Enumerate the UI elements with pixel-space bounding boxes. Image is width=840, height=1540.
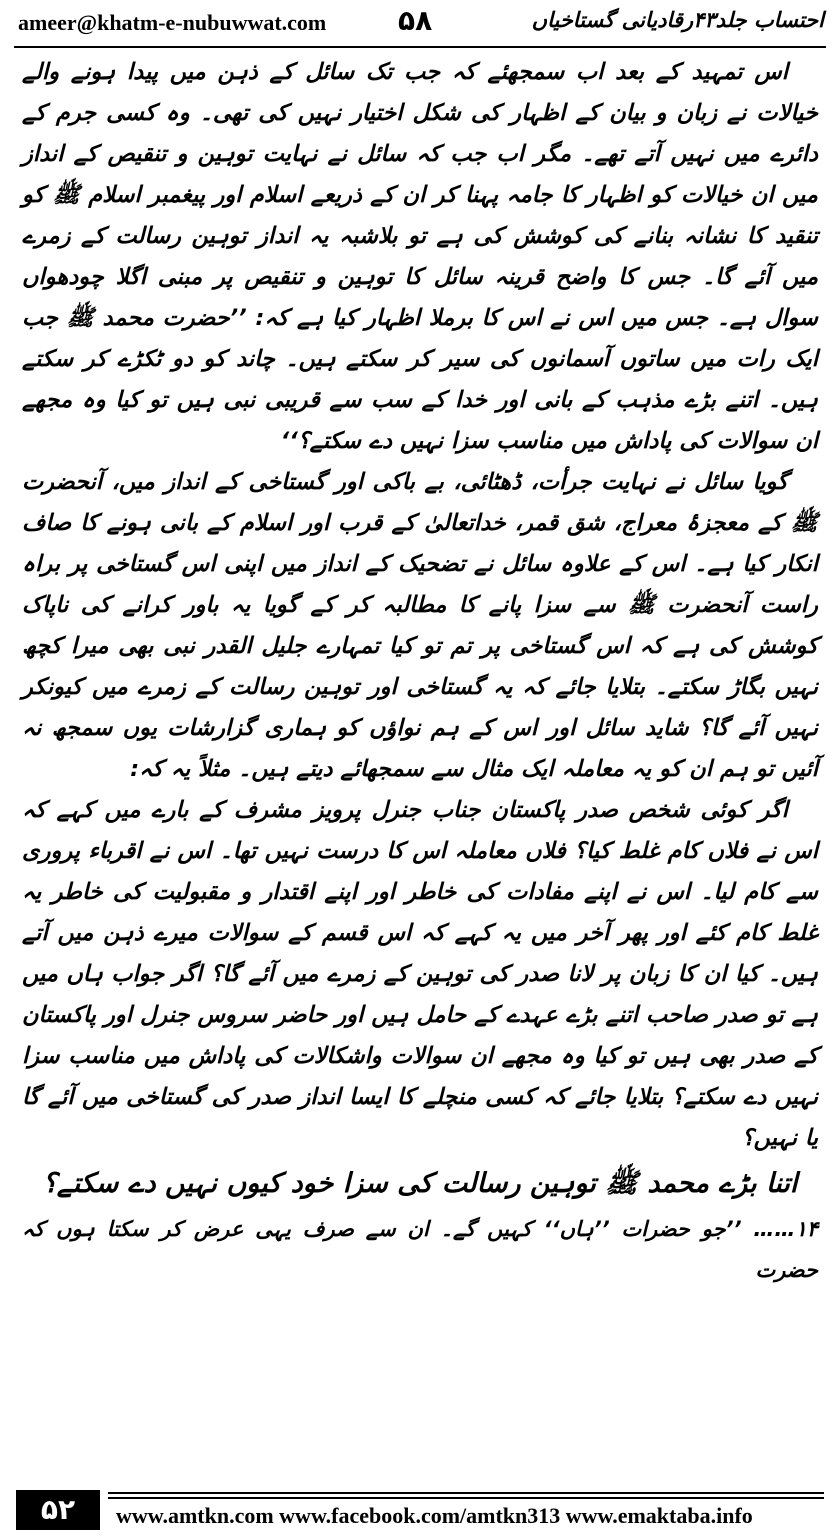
page-footer bbox=[0, 1484, 840, 1540]
body-paragraph-2: گویا سائل نے نہایت جرأت، ڈھٹائی، بے باکی اور گستاخی کے انداز میں، آنحضرت ﷺ کے معجزۂ معراج، شق قمر، خداتعالیٰ کے قرب اور اسلام کے بانی ہونے کا صاف انکار کیا ہے۔ اس کے علاوہ سائل نے تضحیک کے انداز میں اپنی اس گستاخی پر براہ راست آنحضرت ﷺ سے سزا پانے کا مطالبہ کر کے گویا یہ باور کرانے کی ناپاک کوشش کی ہے کہ اس گستاخی پر تم تو کیا تمہارے جلیل القدر نبی بھی میرا کچھ نہیں بگاڑ سکتے۔ بتلایا جائے کہ یہ گستاخی اور توہین رسالت کے زمرے میں کیونکر نہیں آئے گا؟ شاید سائل اور اس کے ہم نواؤں کو ہماری گزارشات یوں سمجھ نہ آئیں تو ہم ان کو یہ معاملہ ایک مثال سے سمجھائے دیتے ہیں۔ مثلاً یہ کہ: bbox=[22, 469, 818, 782]
page-header bbox=[0, 0, 840, 46]
section-heading: اتنا بڑے محمد ﷺ توہین رسالت کی سزا خود کیوں نہیں دے سکتے؟ bbox=[42, 1168, 798, 1199]
body-paragraph-1: اس تمہید کے بعد اب سمجھئے کہ جب تک سائل کے ذہن میں پیدا ہونے والے خیالات نے زبان و بیان کے اظہار کی شکل اختیار نہیں کی تھی۔ وہ کسی جرم کے دائرے میں نہیں آتے تھے۔ مگر اب جب کہ سائل نے نہایت توہین و تنقیص کے انداز میں ان خیالات کو اظہار کا جامہ پہنا کر ان کے ذریعے اسلام اور پیغمبر اسلام ﷺ کو تنقید کا نشانہ بنانے کی کوشش کی ہے تو بلاشبہ یہ انداز توہین رسالت کے زمرے میں آئے گا۔ جس کا واضح قرینہ سائل کا توہین و تنقیص پر مبنی اگلا چودھواں سوال ہے۔ جس میں اس نے اس کا برملا اظہار کیا ہے کہ: ’’حضرت محمد ﷺ جب ایک رات میں ساتوں آسمانوں کی سیر کر سکتے ہیں۔ چاند کو دو ٹکڑے کر سکتے ہیں۔ اتنے بڑے مذہب کے بانی اور خدا کے سب سے قریبی نبی ہیں تو کیا وہ مجھے ان سوالات کی پاداش میں مناسب سزا نہیں دے سکتے؟‘‘ bbox=[22, 59, 818, 454]
footer-divider-secondary bbox=[108, 1497, 824, 1499]
footer-page-number: ۵۲ bbox=[16, 1490, 100, 1530]
page-body bbox=[22, 52, 818, 1462]
footer-divider bbox=[108, 1492, 824, 1494]
footer-urls: www.amtkn.com www.facebook.com/amtkn313 www.emaktaba.info bbox=[116, 1503, 753, 1528]
header-divider bbox=[14, 46, 826, 48]
footnote: ۱۴…… ’’جو حضرات ’’ہاں‘‘ کہیں گے۔ ان سے صرف یہی عرض کر سکتا ہوں کہ حضرت bbox=[22, 1217, 818, 1282]
body-paragraph-3: اگر کوئی شخص صدر پاکستان جناب جنرل پرویز مشرف کے بارے میں کہے کہ اس نے فلاں کام غلط کیا؟ فلاں معاملہ اس کا درست نہیں تھا۔ اس نے اقرباء پروری سے کام لیا۔ اس نے اپنے مفادات کی خاطر اور اپنے اقتدار و مقبولیت کی خاطر یہ غلط کام کئے اور پھر آخر میں یہ کہے کہ اس قسم کے سوالات میرے ذہن میں آتے ہیں۔ کیا ان کا زبان پر لانا صدر کی توہین کے زمرے میں آئے گا؟ اگر جواب ہاں میں ہے تو صدر صاحب اتنے بڑے عہدے کے حامل ہیں اور حاضر سروس جنرل اور پاکستان کے صدر بھی ہیں تو کیا وہ مجھے ان سوالات واشکالات کی پاداش میں مناسب سزا نہیں دے سکتے؟ بتلایا جائے کہ کسی منچلے کا ایسا انداز صدر کی گستاخی میں آئے گا یا نہیں؟ bbox=[22, 797, 818, 1151]
header-page-marker: ۵۸ bbox=[398, 4, 433, 37]
header-email: ameer@khatm-e-nubuwwat.com bbox=[18, 10, 327, 35]
header-title: احتساب جلد۴۳رقادیانی گستاخیاں bbox=[531, 8, 824, 32]
